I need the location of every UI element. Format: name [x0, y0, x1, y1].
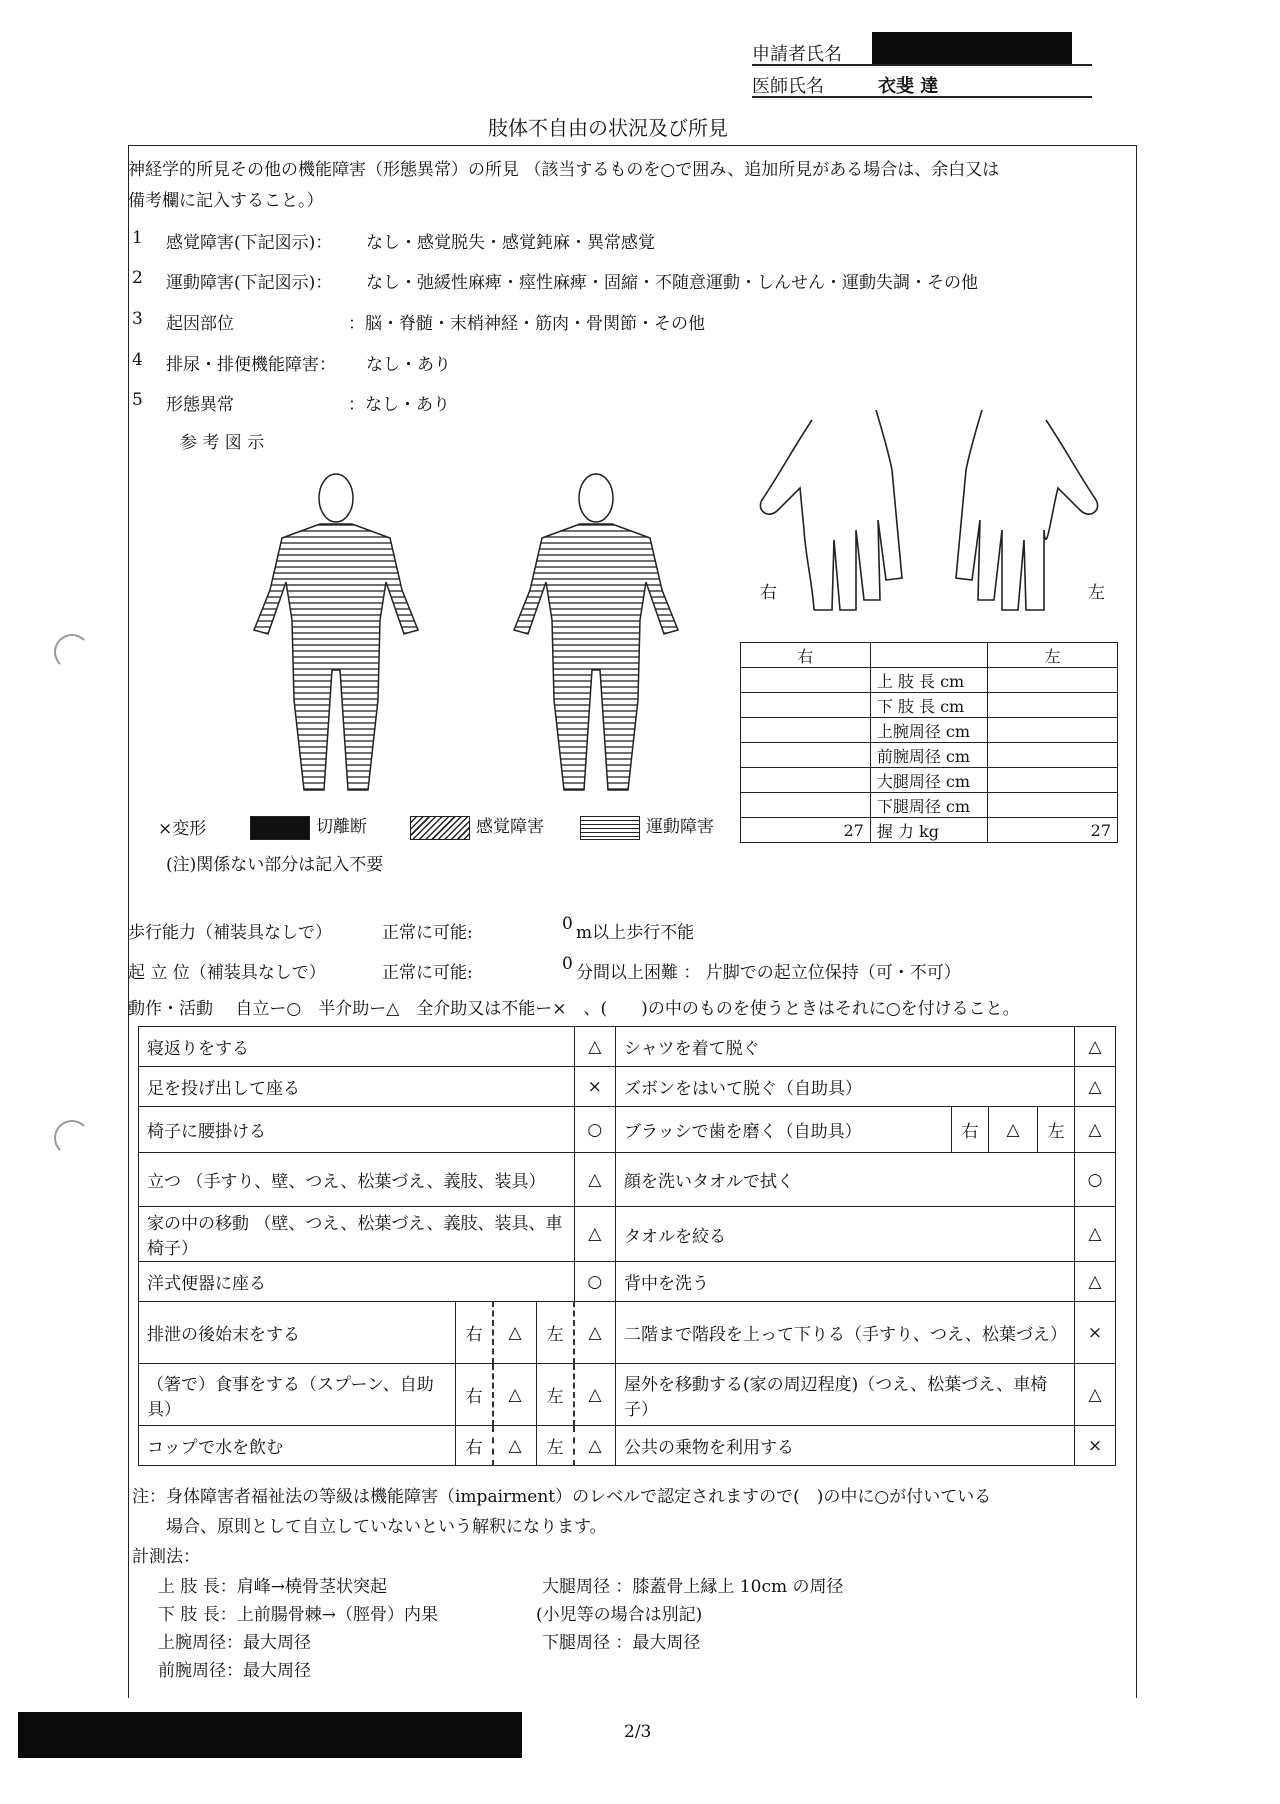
item-4-options: なし・あり	[366, 355, 451, 375]
activity-left-label: コップで水を飲む	[139, 1426, 456, 1466]
activity-right-l-label: 左	[1038, 1107, 1075, 1153]
activity-left-symbol: △	[574, 1207, 616, 1262]
legend-motor-label: 運動障害	[646, 817, 714, 837]
measurement-header-row	[741, 643, 1118, 668]
activity-row-5	[139, 1262, 1116, 1302]
measurement-table	[740, 642, 1118, 843]
measure-right-value	[741, 693, 871, 718]
item-4-label: 排尿・排便機能障害：	[166, 355, 336, 375]
activity-right-symbol: △	[1075, 1262, 1116, 1302]
activity-left-l-label: 左	[537, 1302, 575, 1364]
activity-right-symbol: ×	[1075, 1426, 1116, 1466]
method-3: 上腕周径：最大周径	[158, 1633, 311, 1653]
hand-right-label: 右	[760, 583, 777, 603]
activity-right-symbol: △	[1075, 1067, 1116, 1107]
item-1-options: なし・感覚脱失・感覚鈍麻・異常感覚	[366, 233, 655, 253]
activity-left-symbol: △	[574, 1153, 616, 1207]
item-3-num: 3	[132, 309, 143, 329]
standing-tail: 分間以上困難 ： 片脚での起立位保持（可・不可）	[576, 963, 961, 983]
item-1-label: 感覚障害(下記図示)：	[166, 233, 333, 253]
activity-right-label: 背中を洗う	[616, 1262, 1075, 1302]
activity-left-r-label: 右	[456, 1302, 494, 1364]
method-title: 計測法：	[132, 1547, 200, 1567]
hand-diagrams	[752, 410, 1112, 630]
item-5-label: 形態異常	[166, 395, 234, 415]
doctor-label: 医師氏名	[752, 76, 824, 97]
item-4-num: 4	[132, 350, 143, 370]
activity-right-r-symbol: △	[989, 1107, 1038, 1153]
activity-left-l-label: 左	[537, 1426, 575, 1466]
body-back-figure	[514, 474, 678, 790]
measure-left-value	[988, 693, 1118, 718]
hand-left-label: 左	[1088, 583, 1105, 603]
doctor-name: 衣斐 達	[878, 76, 939, 97]
activity-left-r-label: 右	[456, 1426, 494, 1466]
legend-amputation-label: 切離断	[316, 817, 367, 837]
measure-label: 上 肢 長	[876, 671, 935, 691]
legend-motor-swatch	[580, 816, 640, 840]
method-5: 大腿周径 ：膝蓋骨上縁上 10cm の周径	[542, 1577, 844, 1597]
activity-left-symbol: ○	[574, 1262, 616, 1302]
activity-left-symbol: △	[574, 1027, 616, 1067]
method-6: (小児等の場合は別記)	[536, 1605, 703, 1625]
activity-left-label: 足を投げ出して座る	[139, 1067, 575, 1107]
legend-amputation	[250, 812, 367, 840]
method-1: 上 肢 長：肩峰→橈骨茎状突起	[158, 1577, 388, 1597]
activity-left-label: 排泄の後始末をする	[139, 1302, 456, 1364]
activity-row-3	[139, 1153, 1116, 1207]
measurement-row-6	[741, 818, 1118, 843]
activity-right-symbol: △	[1075, 1207, 1116, 1262]
binder-hole-bottom	[54, 1120, 90, 1156]
measure-unit: cm	[945, 721, 971, 741]
measure-unit: cm	[940, 671, 965, 691]
activity-right-label: 顔を洗いタオルで拭く	[616, 1153, 1075, 1207]
activity-left-symbol: ×	[574, 1067, 616, 1107]
item-3-options: ：脳・脊髄・末梢神経・筋肉・骨関節・その他	[348, 314, 705, 334]
activity-right-label: 屋外を移動する(家の周辺程度)（つえ、松葉づえ、車椅子）	[616, 1364, 1075, 1426]
activities-table	[138, 1026, 1116, 1466]
note-line-1: 注：身体障害者福祉法の等級は機能障害（impairment）のレベルで認定されますので( )の中に○が付いている	[132, 1487, 992, 1507]
activity-left-symbol: ○	[574, 1107, 616, 1153]
activity-right-label: タオルを絞る	[616, 1207, 1075, 1262]
activity-left-l-symbol: △	[574, 1302, 616, 1364]
measure-label: 下 肢 長	[876, 696, 935, 716]
binder-hole-top	[54, 634, 90, 670]
legend-sensory-swatch	[410, 816, 470, 840]
measure-unit: cm	[945, 771, 971, 791]
measure-right-value	[741, 668, 871, 693]
standing-label: 起 立 位（補装具なしで）	[128, 963, 326, 983]
measure-unit: cm	[945, 796, 971, 816]
walking-tail: m以上歩行不能	[576, 923, 695, 943]
measure-left-value	[988, 768, 1118, 793]
measure-unit: cm	[940, 696, 965, 716]
activity-right-symbol: ○	[1075, 1153, 1116, 1207]
item-2-num: 2	[132, 268, 143, 288]
activity-legend-line: 動作・活動 自立ー○ 半介助ー△ 全介助又は不能ー× 、( )の中のものを使うときはそれに○を付けること。	[128, 999, 1020, 1019]
activity-right-label: ズボンをはいて脱ぐ（自助具）	[616, 1067, 1075, 1107]
measure-label: 大腿周径	[876, 771, 941, 791]
applicant-label: 申請者氏名	[752, 44, 842, 65]
measure-unit: kg	[919, 821, 939, 841]
redacted-applicant-name	[872, 32, 1072, 64]
activity-right-symbol: ×	[1075, 1302, 1116, 1364]
measure-right-value	[741, 768, 871, 793]
measure-right-value	[741, 718, 871, 743]
method-4: 前腕周径：最大周径	[158, 1661, 311, 1681]
legend-sensory	[410, 812, 544, 840]
item-3-label: 起因部位	[166, 314, 234, 334]
item-5-num: 5	[132, 390, 143, 410]
activity-left-r-label: 右	[456, 1364, 494, 1426]
activity-row-0	[139, 1027, 1116, 1067]
activity-row-1	[139, 1067, 1116, 1107]
activity-left-label: 寝返りをする	[139, 1027, 575, 1067]
redacted-footer	[18, 1712, 522, 1758]
reference-label: 参 考 図 示	[180, 433, 265, 453]
activity-left-label: （箸で）食事をする（スプーン、自助具）	[139, 1364, 456, 1426]
activity-right-label: シャツを着て脱ぐ	[616, 1027, 1075, 1067]
walking-mid: 正常に可能:	[382, 923, 473, 943]
activity-row-7	[139, 1364, 1116, 1426]
measurement-row-5	[741, 793, 1118, 818]
measurement-header-right: 右	[741, 643, 871, 668]
activity-row-8	[139, 1426, 1116, 1466]
right-hand-outline	[760, 410, 902, 610]
activity-right-label: 二階まで階段を上って下りる（手すり、つえ、松葉づえ）	[616, 1302, 1075, 1364]
measurement-row-2	[741, 718, 1118, 743]
legend-note: (注)関係ない部分は記入不要	[166, 855, 384, 875]
item-5-options: ：なし・あり	[348, 395, 450, 415]
measure-left-value	[988, 718, 1118, 743]
activity-left-label: 椅子に腰掛ける	[139, 1107, 575, 1153]
findings-intro-1: 神経学的所見その他の機能障害（形態異常）の所見 （該当するものを○で囲み、追加所見がある場合は、余白又は	[128, 160, 1000, 180]
measurement-header-left: 左	[988, 643, 1118, 668]
walking-value: 0	[562, 914, 573, 934]
method-7: 下腿周径 ：最大周径	[542, 1633, 701, 1653]
activity-right-label: ブラッシで歯を磨く（自助具）	[616, 1107, 952, 1153]
activity-left-l-symbol: △	[574, 1364, 616, 1426]
measure-right-value: 27	[741, 818, 871, 843]
body-front-figure	[254, 474, 418, 790]
activity-left-label: 立つ （手すり、壁、つえ、松葉づえ、義肢、装具）	[139, 1153, 575, 1207]
left-hand-outline	[956, 410, 1098, 610]
note-line-2: 場合、原則として自立していないという解釈になります。	[166, 1517, 607, 1537]
measure-left-value	[988, 793, 1118, 818]
legend-motor	[580, 812, 714, 840]
page-number: 2/3	[624, 1722, 652, 1742]
page-title: 肢体不自由の状況及び所見	[488, 116, 728, 140]
walking-label: 歩行能力（補装具なしで）	[128, 923, 332, 943]
standing-value: 0	[562, 954, 573, 974]
activity-left-r-symbol: △	[493, 1302, 537, 1364]
measure-right-value	[741, 743, 871, 768]
activity-right-label: 公共の乗物を利用する	[616, 1426, 1075, 1466]
activity-left-l-symbol: △	[574, 1426, 616, 1466]
legend-amputation-swatch	[250, 816, 310, 840]
activity-left-r-symbol: △	[493, 1426, 537, 1466]
applicant-underline	[752, 64, 1092, 66]
measurement-row-0	[741, 668, 1118, 693]
item-1-num: 1	[132, 228, 143, 248]
measurement-row-3	[741, 743, 1118, 768]
activity-right-l-symbol: △	[1075, 1107, 1116, 1153]
activity-right-symbol: △	[1075, 1364, 1116, 1426]
findings-intro-2: 備考欄に記入すること。）	[128, 191, 324, 211]
measure-label: 握 力	[876, 821, 914, 841]
method-2: 下 肢 長：上前腸骨棘→（脛骨）内果	[158, 1605, 439, 1625]
item-2-label: 運動障害(下記図示)：	[166, 273, 333, 293]
measure-left-value	[988, 668, 1118, 693]
measurement-row-4	[741, 768, 1118, 793]
legend-deform: ×変形	[158, 819, 207, 839]
activity-row-6	[139, 1302, 1116, 1364]
standing-mid: 正常に可能:	[382, 963, 473, 983]
activity-row-4	[139, 1207, 1116, 1262]
measure-unit: cm	[945, 746, 971, 766]
legend-sensory-label: 感覚障害	[476, 817, 544, 837]
activity-left-r-symbol: △	[493, 1364, 537, 1426]
activity-right-symbol: △	[1075, 1027, 1116, 1067]
measure-label: 下腿周径	[876, 796, 941, 816]
measure-right-value	[741, 793, 871, 818]
item-2-options: なし・弛緩性麻痺・痙性麻痺・固縮・不随意運動・しんせん・運動失調・その他	[366, 273, 978, 293]
doctor-underline	[752, 96, 1092, 98]
measure-left-value	[988, 743, 1118, 768]
measure-label: 上腕周径	[876, 721, 941, 741]
activity-left-l-label: 左	[537, 1364, 575, 1426]
measure-left-value: 27	[988, 818, 1118, 843]
measurement-header-blank	[870, 643, 987, 668]
body-diagrams	[240, 470, 680, 800]
measure-label: 前腕周径	[876, 746, 941, 766]
activity-row-2	[139, 1107, 1116, 1153]
activity-left-label: 家の中の移動 （壁、つえ、松葉づえ、義肢、装具、車椅子）	[139, 1207, 575, 1262]
measurement-row-1	[741, 693, 1118, 718]
activity-right-r-label: 右	[952, 1107, 989, 1153]
activity-left-label: 洋式便器に座る	[139, 1262, 575, 1302]
